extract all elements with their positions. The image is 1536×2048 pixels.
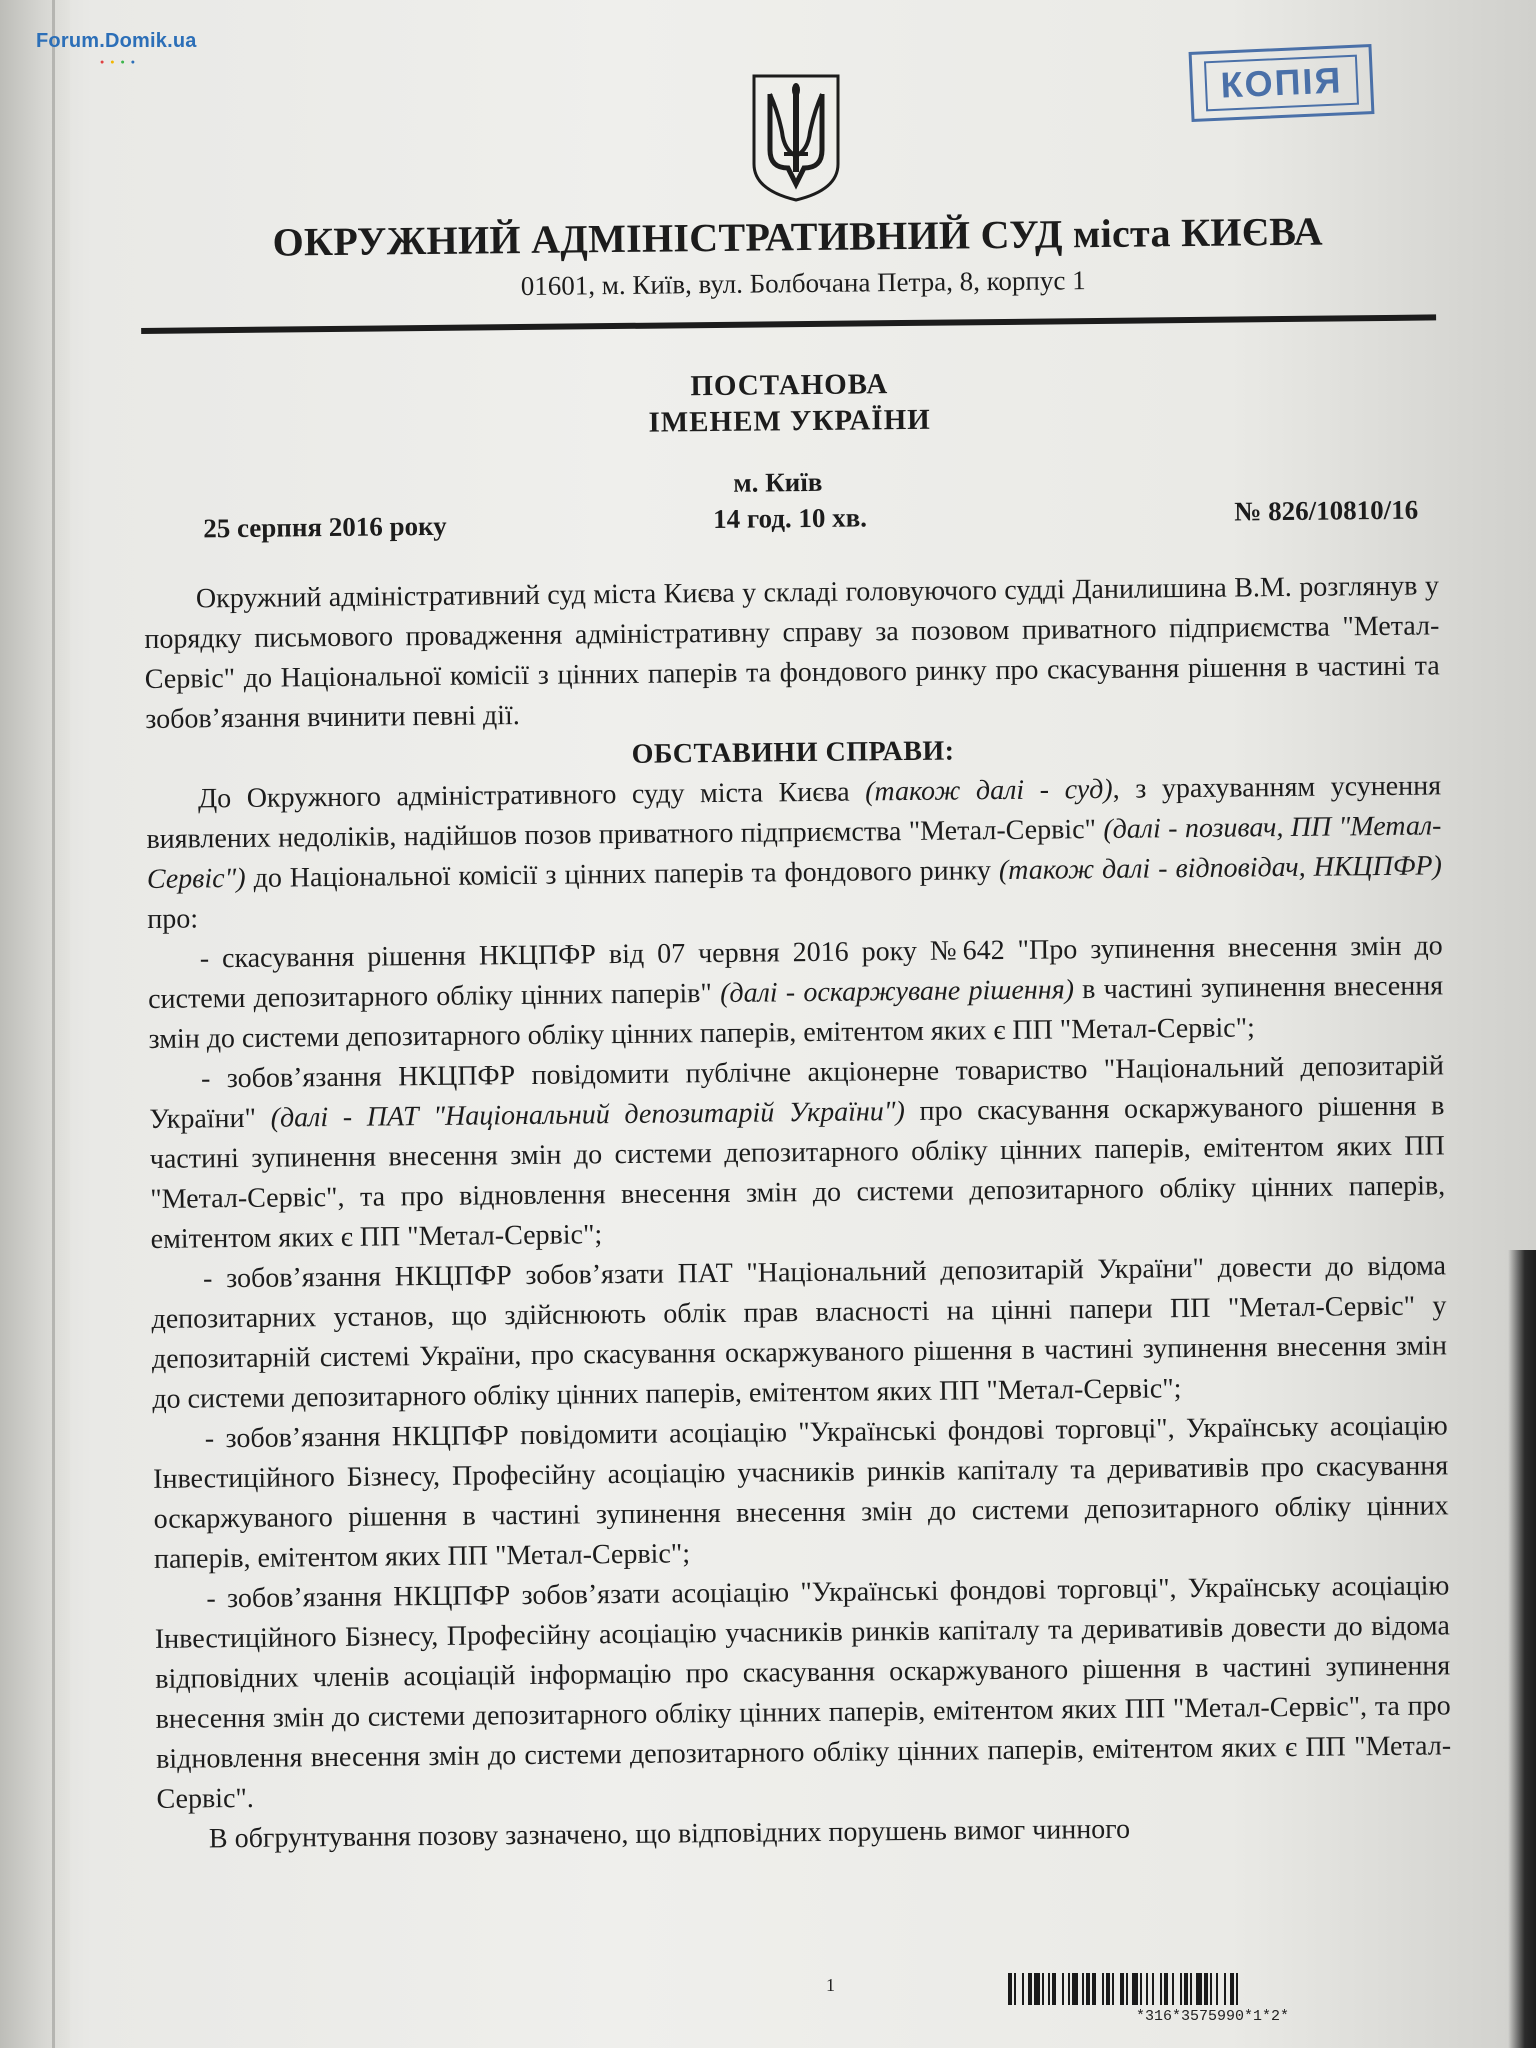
claim-item-1: - скасування рішення НКЦПФР від 07 червня 2016 року №642 "Про зупинення внесення змін до системи депозитарного обліку цінних паперів" (далі - оскаржуване рішення) в частині зупинення внесення змін до системи депозитарного обліку цінних паперів, емітентом яких є ПП "Метал-Сервіс";: [148, 930, 1444, 1055]
claim-paragraph: До Окружного адміністративного суду міста Києва (також далі - суд), з урахуванням усунення виявлених недоліків, надійшов позов приватного підприємства "Метал-Сервіс" (далі - позивач, ПП "Метал-Сервіс") до Національної комісії з цінних паперів та фондового ринку (також далі - відповідач, НКЦПФР) про:: [146, 770, 1442, 935]
decree-title: ПОСТАНОВА: [690, 368, 889, 403]
site-watermark: Forum.Domik.ua: [36, 30, 197, 52]
barcode-text: *316*3575990*1*2*: [1136, 2008, 1290, 2025]
court-name: ОКРУЖНИЙ АДМІНІСТРАТИВНИЙ СУД міста КИЄВА: [272, 208, 1324, 265]
meta-city: м. Київ: [733, 466, 823, 498]
court-decision-document: [140, 206, 1452, 1859]
page-fold-line: [52, 0, 55, 2048]
claim-item-4: - зобов’язання НКЦПФР повідомити асоціацію "Українські фондові торговці", Українську асоціацію Інвестиційного Бізнесу, Професійну асоціацію учасників ринків капіталу та деривативів про скасування оскаржуваного рішення в частині зупинення внесення змін до системи депозитарного обліку цінних паперів, емітентом яких ПП "Метал-Сервіс";: [153, 1410, 1449, 1575]
copy-stamp-text: КОПІЯ: [1204, 55, 1360, 112]
court-address: 01601, м. Київ, вул. Болбочана Петра, 8, корпус 1: [520, 265, 1086, 302]
claim-item-2: - зобов’язання НКЦПФР повідомити публічне акціонерне товариство "Національний депозитарій України" (далі - ПАТ "Національний депозитарій України") про скасування оскаржуваного рішення в частині зупинення внесення змін до системи депозитарного обліку цінних паперів, емітентом яких ПП "Метал-Сервіс", та про відновлення внесення змін до системи депозитарного обліку цінних паперів, емітентом яких є ПП "Метал-Сервіс";: [149, 1050, 1446, 1255]
trident-coat-of-arms-icon: [748, 72, 844, 204]
decree-subtitle: ІМЕНЕМ УКРАЇНИ: [648, 403, 931, 439]
background-shadow: [1508, 1250, 1536, 2048]
intro-paragraph: Окружний адміністративний суд міста Києва у складі головуючого судді Данилишина В.М. розглянув у порядку письмового провадження адміністративну справу за позовом приватного підприємства "Метал-Сервіс" до Національної комісії з цінних паперів та фондового ринку про скасування рішення в частині та зобов’язання вчинити певні дії.: [144, 570, 1440, 735]
decision-meta: [143, 460, 1439, 554]
justification-paragraph: В обгрунтування позову зазначено, що відповідних порушень вимог чинного: [208, 1813, 1131, 1855]
decision-body: [144, 566, 1452, 1859]
case-number: № 826/10810/16: [1234, 494, 1419, 527]
meta-date: 25 серпня 2016 року: [203, 510, 447, 544]
watermark-dots: ●●●●: [100, 58, 141, 66]
section-heading: ОБСТАВИНИ СПРАВИ:: [631, 735, 955, 770]
claim-item-3: - зобов’язання НКЦПФР зобов’язати ПАТ "Національний депозитарій України" довести до відома депозитарних установ, що здійснюють облік прав власності на цінні папери ПП "Метал-Сервіс" у депозитарній системі України, про скасування оскаржуваного рішення в частині зупинення внесення змін до системи депозитарного обліку цінних паперів, емітентом яких ПП "Метал-Сервіс";: [151, 1250, 1448, 1415]
header-divider: [141, 314, 1436, 334]
barcode: [1008, 1973, 1428, 2005]
decree-heading: [142, 360, 1438, 446]
copy-stamp: [1189, 44, 1375, 122]
page-number: 1: [826, 1975, 835, 1995]
previous-page-edge: [0, 0, 70, 2048]
meta-time: 14 год. 10 хв.: [713, 502, 868, 535]
claim-item-5: - зобов’язання НКЦПФР зобов’язати асоціацію "Українські фондові торговці", Українську асоціацію Інвестиційного Бізнесу, Професійну асоціацію учасників ринків капіталу та деривативів довести до відома відповідних членів асоціацій інформацію про скасування оскаржуваного рішення в частині зупинення внесення змін до системи депозитарного обліку цінних паперів, емітентом яких ПП "Метал-Сервіс", та про відновлення внесення змін до системи депозитарного обліку цінних паперів, емітентом яких є ПП "Метал-Сервіс".: [154, 1570, 1452, 1815]
